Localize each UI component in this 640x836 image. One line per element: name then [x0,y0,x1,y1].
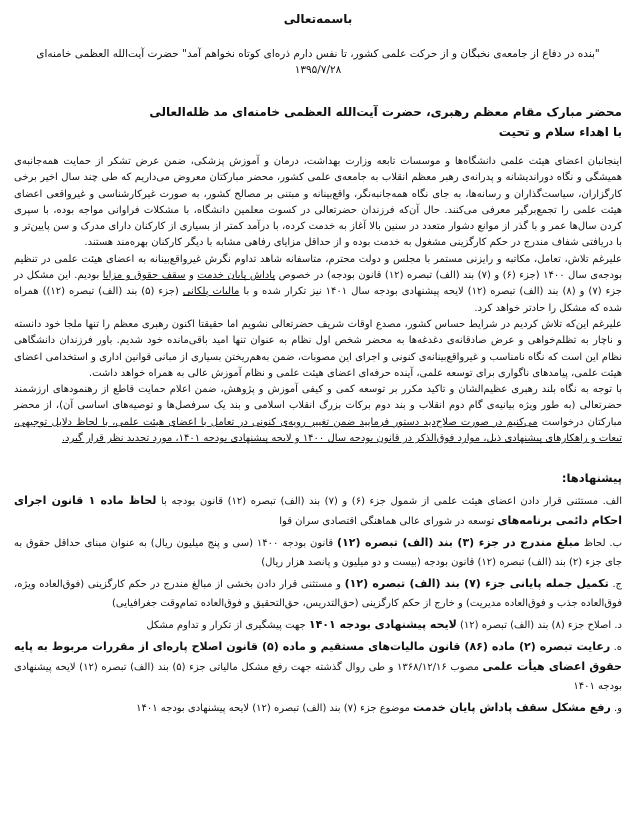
text-run: موضوع جزء (۷) بند (الف) تبصره (۱۲) لایحه پیشنهادی بودجه ۱۴۰۱ [136,703,414,715]
proposals-title: پیشنهادها: [561,471,622,486]
text-run: با توجه به نگاه بلند رهبری عظیم‌الشان و تاکید مکرر بر توسعه کمی و کیفی آموزش و پژوهش، ضمن اعلام حمایت قاطع از رهنمودهای ارزشمند حضرتعالی (به طور ویژه بیانیه‌ی گام دوم انقلاب و بند دوم برکات بزرگ انقلاب اسلامی و بند یک سرفصل‌ها و توصیه‌های اساسی آن)، از محضر مبارکتان درخواست [14,384,622,428]
text-run: علیرغم تلاش، تعامل، مکاتبه و رایزنی مستمر با مجلس و دولت محترم، متاسفانه شاهد تداوم نگرش غیرواقع‌بینانه به اعضای هیئت علمی در تنظیم بودجه‌ی سال ۱۴۰۰ (جزء (۶) و (۷) بند (الف) تبصره (۱۲) قانون بودجه) در خصوص [14,253,623,282]
text-run: قانون بودجه ۱۴۰۰ (سی و پنج میلیون ریال) به عنوان مبنای حداقل حقوق به جای جزء (۲) بند (الف) تبصره (۱۲) قانون بودجه (بیست و دو میلیون و پانصد هزار ریال) [14,538,622,569]
bismillah-heading: باسمه‌تعالی [283,12,353,26]
paragraph-budget-issue [14,252,622,317]
underlined-retirement-bonus: پاداش پایان خدمت [197,270,276,282]
list-item [14,533,622,572]
text-run: ج. [608,579,623,591]
bold-run: مبلغ مندرج در جزء (۳) بند (الف) تبصره (۱۲) [337,536,580,550]
greeting-line: با اهداء سلام و تحیت [498,125,622,139]
text-run: مصوب ۱۳۶۸/۱۲/۱۶ و طی روال گذشته جهت رفع مشکل مالیاتی جزء (۵) بند (الف) تبصره (۱۲) لایحه پیشنهادی بودجه ۱۴۰۱ [14,662,622,693]
list-item [14,491,622,531]
paragraph-intro: اینجانبان اعضای هیئت علمی دانشگاه‌ها و موسسات تابعه وزارت بهداشت، درمان و آموزش پزشکی، ضمن عرض تشکر از حمایت همه‌جانبه‌ی همیشگی و نگاه دوراندیشانه و پدرانه‌ی رهبر معظم انقلاب به جامعه‌ی علمی کشور، محضر مبارکتان معروض می‌داریم که طی چند سال اخیر برخی کارگزاران، سیاست‌گذاران و رسانه‌ها، به جای نگاه همه‌جانبه‌نگر، واقع‌بینانه و مبتنی بر مصالح کشور، به صورت غیرکارشناسی و غیرواقعی اعضای هیئت علمی را تجمع‌برگیر معرفی می‌کنند. حال آن‌که فرزندان حضرتعالی در کسوت معلمین دانشگاه، با مشکلات فراوانی مواجه بوده، با سپری کردن سال‌ها عمر و با گذر از موانع دشوار متعدد در سنین بالا آغاز به خدمت کرده، با درآمد کمتر از بسیاری از کارکنان دارای مدرک و سن پایین‌تر و با دریافتی شفاف مندرج در حکم کارگزینی مشغول به خدمت بوده و از حداقل مزایای رفاهی مشابه با دیگر کارکنان بهره‌مند هستند. [14,156,622,249]
text-run: جهت پیشگیری از تکرار و تداوم مشکل [146,620,309,632]
proposals-list [14,491,622,718]
underlined-request: می‌کنیم در صورت صلاح‌دید دستور فرمایید ضمن تغییر رویه‌ی کنونی در تعامل با اعضای هیئت علمی، با لحاظ دلایل توجیهی، تبعات و راهکارهای پیشنهادی ذیل، موارد فوق‌الذکر در قانون بودجه سال ۱۴۰۰ و لایحه پیشنهادی بودجه ۱۴۰۱، مورد تجدید نظر قرار گیرد. [14,416,622,445]
bold-run: تکمیل جمله پایانی جزء (۷) بند (الف) تبصره (۱۲) [344,577,609,591]
leader-quote: "بنده در دفاع از جامعه‌ی نخبگان و از حرکت علمی کشور، تا نفس دارم ذره‌ای کوتاه نخواهم آمد" حضرت آیت‌الله العظمی خامنه‌ای ۱۳۹۵/۷/۲۸ [36,48,600,76]
bold-run: لحاظ ماده ۱ قانون اجرای احکام دائمی برنامه‌های [14,494,622,528]
text-run: (جزء (۵) بند (الف) تبصره (۱۲)) همراه شده که مشکل را حادتر خواهد کرد. [14,286,622,314]
underlined-salary-cap: سقف حقوق و مزایا [102,270,186,282]
text-run: د. اصلاح جزء (۸) بند (الف) تبصره (۱۲) [456,620,622,632]
text-run: ب. لحاظ [579,538,623,550]
addressee-line: محضر مبارک مقام معظم رهبری، حضرت آیت‌الله العظمی خامنه‌ای مد ظله‌العالی [149,105,622,119]
bold-run: رعایت تبصره (۲) ماده (۸۶) قانون مالیات‌های مستقیم و ماده (۵) قانون اصلاح پاره‌ای از مقررات مربوط به پایه حقوق اعضای هیأت علمی [14,640,622,674]
text-run: توسعه در شورای عالی هماهنگی اقتصادی سران قوا [279,516,498,528]
list-item [14,698,622,718]
paragraph-appeal: علیرغم این‌که تلاش کردیم در شرایط حساس کشور، مصدع اوقات شریف حضرتعالی نشویم اما حقیقتا اکنون رهبری معظم را تنها ملجا خود دانسته و ناچار به تظلم‌خواهی و عرض صادقانه‌ی دغدغه‌ها به محضر شخص اول نظام به عنوان تنها امید باقی‌مانده خود شدیم. باور فرزندان دانشگاهی نظام این است که نگاه نامناسب و غیرواقع‌بینانه‌ی کنونی و اجرای این مصوبات، ضمن به‌هم‌ریختن بسیاری از مبانی قوانین اداری و استخدامی اعضای هیئت علمی، پیامدهای ناگواری برای توسعه علمی، آینده حرفه‌ای اعضای هیئت علمی و نظام آموزش عالی به همراه خواهد داشت. [14,318,622,379]
list-item [14,615,622,635]
text-run: ه. [610,642,622,654]
bold-run: رفع مشکل سقف پاداش پایان خدمت [413,701,611,715]
spacer [14,447,622,469]
text-run: بودیم. این مشکل در جزء (۷) و (۸) بند (الف) تبصره (۱۲) لایحه پیشنهادی بودجه سال ۱۴۰۱ نیز تکرار شده و با [14,270,622,298]
list-item [14,574,622,613]
text-run: و. [610,703,622,715]
bold-run: لایحه پیشنهادی بودجه ۱۴۰۱ [308,618,457,632]
text-run: الف. مستثنی قرار دادن اعضای هیئت علمی از شمول جزء (۶) و (۷) بند (الف) تبصره (۱۲) قانون بودجه با [156,496,622,508]
paragraph-request [14,382,622,447]
list-item [14,637,622,696]
underlined-progressive-tax: مالیات پلکانی [182,286,240,298]
text-run: و مستثنی قرار دادن بخشی از مبالغ مندرج در حکم کارگزینی (فوق‌العاده ویژه، فوق‌العاده جذب و فوق‌العاده مدیریت) و خارج از حکم کارگزینی (حق‌التدریس، حق‌التحقیق و فوق‌العاده تمام‌وقت جغرافیایی) [14,579,622,610]
text-run: و [185,270,198,282]
